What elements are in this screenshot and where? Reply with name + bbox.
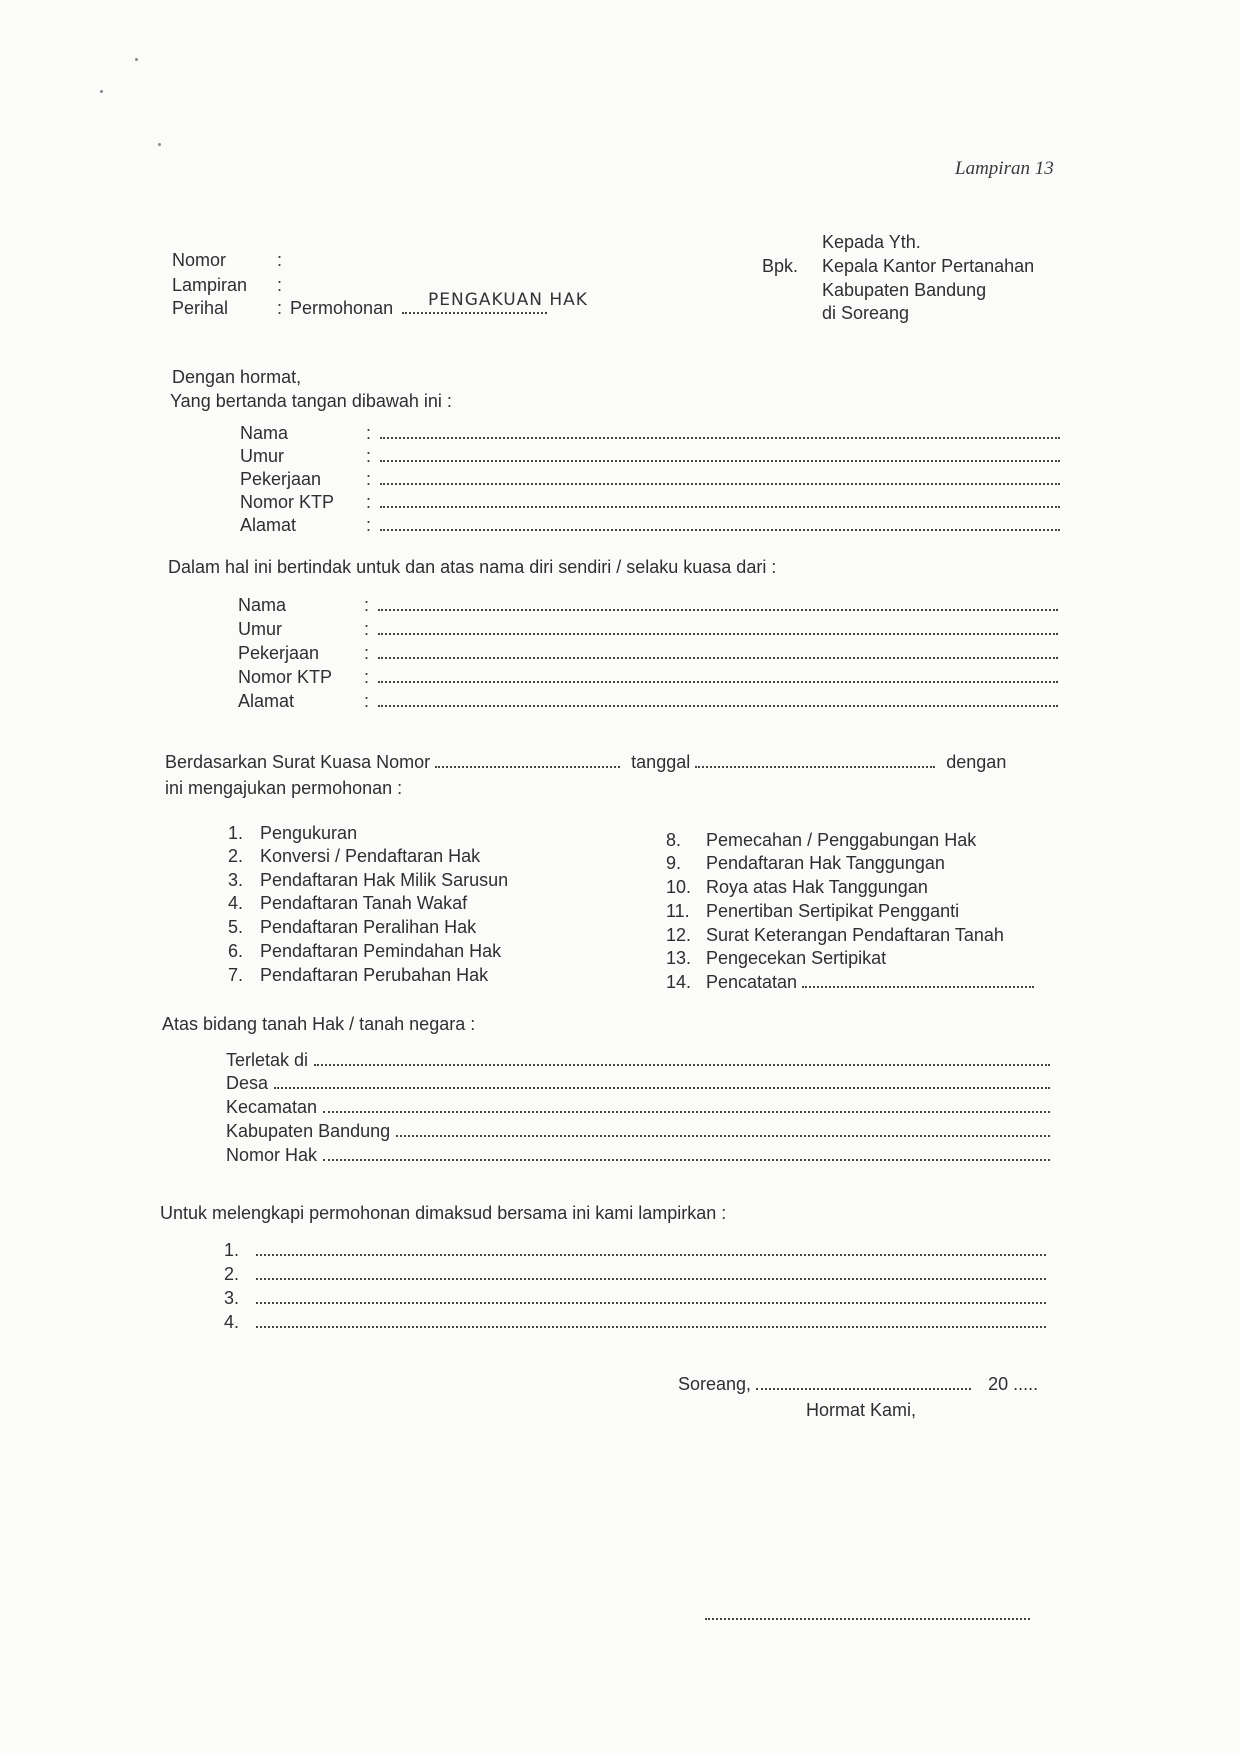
field-dots[interactable] [378, 705, 1058, 707]
closing-regards: Hormat Kami, [806, 1400, 917, 1420]
request-label: Pendaftaran Pemindahan Hak [260, 941, 502, 961]
scan-speck [158, 143, 161, 146]
applicant-field-umur [240, 446, 1060, 467]
poa-tanggal: tanggal [631, 752, 691, 772]
land-field-nomor-hak [226, 1145, 1050, 1166]
recipient-line3: Kabupaten Bandung [822, 280, 987, 300]
applicant-field-pekerjaan [240, 469, 1060, 490]
request-num: 11. [666, 901, 690, 921]
field-colon: : [366, 446, 372, 466]
request-num: 12. [666, 925, 692, 945]
request-num: 4. [228, 893, 244, 913]
signature-dots[interactable] [705, 1618, 1030, 1620]
request-item [228, 893, 467, 914]
perihal-label: Perihal [172, 298, 229, 318]
recipient-line1: Kepada Yth. [822, 232, 921, 252]
land-label: Desa [226, 1073, 269, 1093]
attachment-item [224, 1240, 1046, 1261]
field-label: Nomor KTP [240, 492, 335, 512]
request-item [666, 972, 1034, 993]
field-dots[interactable] [378, 657, 1058, 659]
land-dots[interactable] [314, 1064, 1050, 1066]
land-label: Terletak di [226, 1050, 309, 1070]
request-label: Pendaftaran Tanah Wakaf [260, 893, 468, 913]
principal-field-nomor-ktp [238, 667, 1058, 688]
attachment-num: 2. [224, 1264, 240, 1284]
lampiran-title: Lampiran 13 [955, 158, 1054, 179]
land-intro: Atas bidang tanah Hak / tanah negara : [162, 1014, 476, 1034]
request-item [228, 941, 501, 962]
field-colon: : [366, 469, 372, 489]
lampiran-colon: : [277, 275, 283, 295]
land-field-kecamatan [226, 1097, 1050, 1118]
request-label: Konversi / Pendaftaran Hak [260, 846, 481, 866]
request-item [228, 917, 476, 938]
attachment-dots[interactable] [256, 1254, 1046, 1256]
field-dots[interactable] [380, 506, 1060, 508]
attachment-item [224, 1312, 1046, 1333]
poa-prefix: Berdasarkan Surat Kuasa Nomor [165, 752, 431, 772]
perihal-colon: : [277, 298, 283, 318]
closing-place: Soreang, [678, 1374, 752, 1394]
field-label: Pekerjaan [238, 643, 320, 663]
request-label: Surat Keterangan Pendaftaran Tanah [706, 925, 1004, 945]
perihal-handwritten: PENGAKUAN HAK [428, 290, 588, 310]
nomor-row [172, 250, 282, 271]
field-colon: : [364, 667, 370, 687]
scan-speck [135, 58, 138, 61]
request-item [228, 823, 357, 844]
request-num: 14. [666, 972, 692, 992]
request-num: 6. [228, 941, 244, 961]
on-behalf-text: Dalam hal ini bertindak untuk dan atas nama diri sendiri / selaku kuasa dari : [168, 557, 777, 577]
request-label: Pengukuran [260, 823, 358, 843]
field-label: Nama [238, 595, 287, 615]
request-label: Pemecahan / Penggabungan Hak [706, 830, 977, 850]
field-dots[interactable] [380, 460, 1060, 462]
field-dots[interactable] [380, 529, 1060, 531]
request-label: Pendaftaran Hak Milik Sarusun [260, 870, 509, 890]
attachment-dots[interactable] [256, 1278, 1046, 1280]
request-label: Pengecekan Sertipikat [706, 948, 887, 968]
poa-dengan: dengan [946, 752, 1007, 772]
request-num: 7. [228, 965, 244, 985]
field-dots[interactable] [380, 483, 1060, 485]
land-label: Kabupaten Bandung [226, 1121, 391, 1141]
field-colon: : [366, 492, 372, 512]
perihal-dots [402, 312, 547, 314]
recipient-line2: Kepala Kantor Pertanahan [822, 256, 1035, 276]
attachment-num: 3. [224, 1288, 240, 1308]
field-label: Alamat [240, 515, 297, 535]
poa-line2: ini mengajukan permohonan : [165, 778, 403, 798]
request-label: Pencatatan [706, 972, 798, 992]
attachments-intro: Untuk melengkapi permohonan dimaksud bersama ini kami lampirkan : [160, 1203, 727, 1223]
request-label: Penertiban Sertipikat Pengganti [706, 901, 960, 921]
principal-field-nama [238, 595, 1058, 616]
applicant-field-nama [240, 423, 1060, 444]
request-num: 1. [228, 823, 244, 843]
nomor-label: Nomor [172, 250, 227, 270]
field-colon: : [366, 423, 372, 443]
request-label: Pendaftaran Hak Tanggungan [706, 853, 945, 873]
field-colon: : [366, 515, 372, 535]
poa-date-dots[interactable] [695, 766, 935, 768]
recipient-prefix: Bpk. [762, 256, 799, 276]
poa-number-dots[interactable] [435, 766, 620, 768]
land-dots[interactable] [396, 1135, 1050, 1137]
nomor-colon: : [277, 250, 283, 270]
applicant-field-alamat [240, 515, 1060, 536]
field-label: Nomor KTP [238, 667, 333, 687]
perihal-value: Permohonan [290, 298, 394, 318]
closing-year: 20 ..... [988, 1374, 1039, 1394]
request-num: 9. [666, 853, 682, 873]
attachment-dots[interactable] [256, 1326, 1046, 1328]
request-item [666, 830, 976, 851]
land-field-kabupaten [226, 1121, 1050, 1142]
salutation: Dengan hormat, [172, 367, 302, 387]
field-label: Pekerjaan [240, 469, 322, 489]
land-field-desa [226, 1073, 1050, 1094]
field-colon: : [364, 643, 370, 663]
land-dots[interactable] [323, 1159, 1050, 1161]
pencatatan-dots[interactable] [802, 986, 1034, 988]
request-item [666, 877, 928, 898]
scan-speck [100, 90, 103, 93]
attachment-num: 4. [224, 1312, 240, 1332]
field-colon: : [364, 619, 370, 639]
power-of-attorney-line [165, 752, 1006, 773]
request-num: 13. [666, 948, 692, 968]
closing-place-line [678, 1374, 1038, 1395]
field-dots[interactable] [378, 633, 1058, 635]
field-dots[interactable] [378, 609, 1058, 611]
land-label: Nomor Hak [226, 1145, 318, 1165]
request-label: Pendaftaran Perubahan Hak [260, 965, 489, 985]
request-num: 3. [228, 870, 244, 890]
lampiran-label: Lampiran [172, 275, 248, 295]
field-label: Umur [238, 619, 282, 639]
request-item [666, 925, 1004, 946]
attachment-dots[interactable] [256, 1302, 1046, 1304]
request-item [228, 846, 480, 867]
signature-line[interactable] [705, 1604, 1030, 1625]
land-dots[interactable] [274, 1087, 1050, 1089]
request-item [666, 853, 945, 874]
field-dots[interactable] [378, 681, 1058, 683]
field-colon: : [364, 691, 370, 711]
request-item [666, 901, 959, 922]
attachment-item [224, 1264, 1046, 1285]
request-label: Roya atas Hak Tanggungan [706, 877, 928, 897]
field-label: Nama [240, 423, 289, 443]
request-label: Pendaftaran Peralihan Hak [260, 917, 477, 937]
request-num: 2. [228, 846, 244, 866]
request-item [228, 965, 488, 986]
request-num: 8. [666, 830, 682, 850]
land-field-terletak [226, 1050, 1050, 1071]
field-label: Alamat [238, 691, 295, 711]
principal-field-pekerjaan [238, 643, 1058, 664]
field-colon: : [364, 595, 370, 615]
applicant-field-nomor-ktp [240, 492, 1060, 513]
request-num: 10. [666, 877, 692, 897]
request-num: 5. [228, 917, 244, 937]
field-dots[interactable] [380, 437, 1060, 439]
request-item [666, 948, 886, 969]
request-item [228, 870, 508, 891]
land-dots[interactable] [323, 1111, 1050, 1113]
principal-field-umur [238, 619, 1058, 640]
attachment-num: 1. [224, 1240, 240, 1260]
attachment-item [224, 1288, 1046, 1309]
field-label: Umur [240, 446, 284, 466]
principal-field-alamat [238, 691, 1058, 712]
land-label: Kecamatan [226, 1097, 318, 1117]
intro-text: Yang bertanda tangan dibawah ini : [170, 391, 452, 411]
closing-date-dots[interactable] [756, 1388, 971, 1390]
recipient-line4: di Soreang [822, 303, 910, 323]
lampiran-row [172, 275, 282, 296]
